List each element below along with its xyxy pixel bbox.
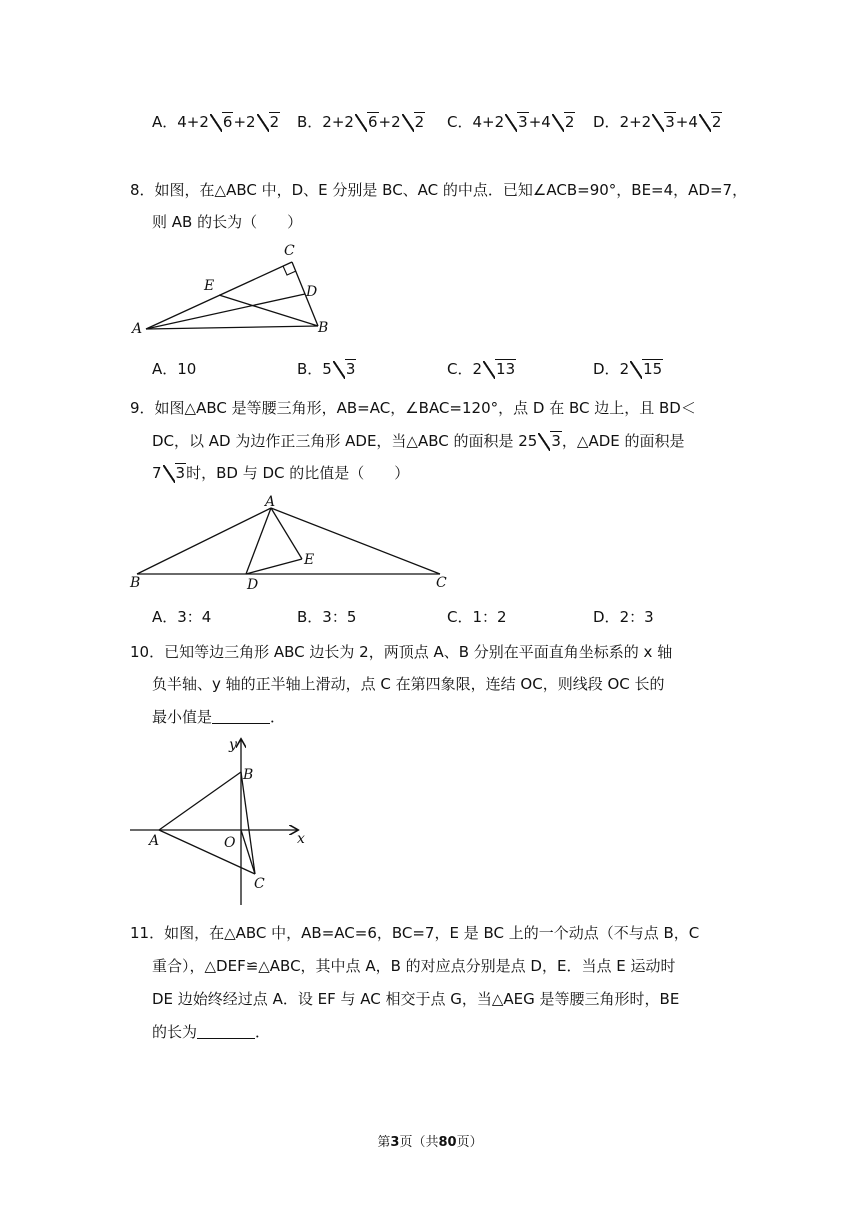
q9-stem-line-2: DC，以 AD 为边作正三角形 ADE，当△ABC 的面积是 25 3，△ADE 的面积是	[152, 432, 685, 450]
q8-label-c: C	[284, 243, 295, 259]
q7-option-b: B．2+2 6+2 2	[297, 113, 425, 131]
q8-figure	[128, 240, 338, 340]
q10-stem-line-2: 负半轴、y 轴的正半轴上滑动，点 C 在第四象限，连结 OC，则线段 OC 长的	[152, 675, 665, 693]
q7-option-c: C．4+2 3+4 2	[447, 113, 575, 131]
q11-stem-line-1: 11．如图，在△ABC 中，AB=AC=6，BC=7，E 是 BC 上的一个动点（不与点 B，C	[130, 924, 700, 942]
q10-label-a: A	[149, 833, 160, 849]
page-footer: 第3页（共80页）	[377, 1135, 483, 1150]
q10-label-b: B	[243, 767, 254, 783]
total-page-count: 80	[438, 1135, 457, 1150]
q8-option-d: D．2 15	[593, 360, 663, 378]
q9-option-c: C．1：2	[447, 608, 507, 626]
q8-stem-line-1: 8．如图，在△ABC 中，D、E 分别是 BC、AC 的中点．已知∠ACB=90°，BE=4，AD=7，	[130, 181, 748, 199]
q10-answer-blank	[212, 707, 270, 724]
q8-stem-line-2: 则 AB 的长为（ ）	[152, 213, 303, 231]
q8-label-a: A	[132, 321, 143, 337]
q9-option-d: D．2：3	[593, 608, 654, 626]
q9-stem-line-1: 9．如图△ABC 是等腰三角形，AB=AC，∠BAC=120°，点 D 在 BC 边上，且 BD＜	[130, 399, 696, 417]
q9-label-c: C	[436, 575, 447, 591]
current-page-number: 3	[390, 1135, 400, 1150]
q10-label-x: x	[297, 831, 305, 847]
q11-stem-line-2: 重合），△DEF≌△ABC，其中点 A，B 的对应点分别是点 D，E．当点 E 运动时	[152, 957, 676, 975]
q11-stem-line-4: 的长为 ．	[152, 1023, 271, 1041]
q11-stem-line-3: DE 边始终经过点 A．设 EF 与 AC 相交于点 G，当△AEG 是等腰三角形时，BE	[152, 990, 680, 1008]
q11-answer-blank	[197, 1022, 255, 1039]
q10-figure	[125, 732, 315, 910]
q8-label-b: B	[318, 320, 329, 336]
q7-option-a: A．4+2 6+2 2	[152, 113, 280, 131]
q9-label-b: B	[130, 575, 141, 591]
q9-label-e: E	[304, 552, 315, 568]
q7-option-d: D．2+2 3+4 2	[593, 113, 722, 131]
q8-label-e: E	[204, 278, 215, 294]
q8-label-d: D	[306, 284, 318, 300]
q9-option-a: A．3：4	[152, 608, 212, 626]
q8-option-a: A．10	[152, 360, 197, 378]
q10-label-o: O	[224, 835, 236, 851]
q9-figure	[125, 492, 460, 592]
q10-label-c: C	[254, 876, 265, 892]
q9-label-a: A	[265, 494, 276, 510]
q9-option-b: B．3：5	[297, 608, 357, 626]
q10-stem-line-1: 10．已知等边三角形 ABC 边长为 2，两顶点 A、B 分别在平面直角坐标系的 x 轴	[130, 643, 673, 661]
q10-stem-line-3: 最小值是 ．	[152, 708, 286, 726]
q8-option-c: C．2 13	[447, 360, 516, 378]
q9-stem-line-3: 7 3时，BD 与 DC 的比值是（ ）	[152, 464, 410, 482]
q9-label-d: D	[247, 577, 259, 592]
q8-option-b: B．5 3	[297, 360, 356, 378]
q10-label-y: y	[229, 737, 237, 753]
